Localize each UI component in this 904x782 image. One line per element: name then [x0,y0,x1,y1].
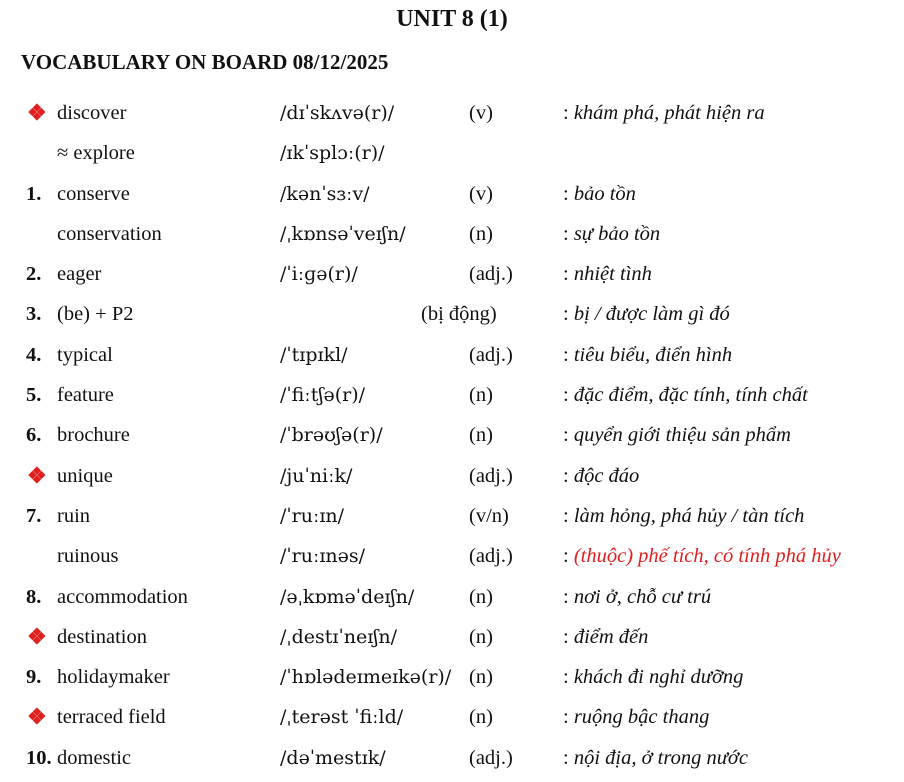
vocab-meaning-text: nhiệt tình [573,263,652,286]
vocab-row [0,617,904,657]
vocab-ipa: /kənˈsɜːv/ [280,182,370,205]
vocab-ipa: /ˈhɒlədeɪmeɪkə(r)/ [280,666,452,689]
vocab-meaning: : ruộng bậc thang [563,706,710,729]
vocab-meaning-text: khám phá, phát hiện ra [573,102,765,124]
vocab-word: accommodation [57,585,188,608]
vocab-meaning-text: nơi ở, chỗ cư trú [573,585,712,608]
vocab-word: ruinous [57,545,119,568]
vocab-meaning: : nội địa, ở trong nước [563,746,748,769]
vocab-part-of-speech: (n) [469,666,493,689]
star-bullet-icon: ❖ [27,704,47,730]
star-bullet-icon: ❖ [27,462,47,488]
item-number: 4. [26,343,42,366]
vocab-part-of-speech: (adj.) [469,343,513,366]
vocab-word: brochure [57,424,130,447]
vocab-meaning-text: ruộng bậc thang [573,706,710,729]
vocab-word: conserve [57,182,130,205]
vocab-row [0,254,904,294]
vocab-row [0,496,904,536]
vocab-meaning-text: độc đáo [573,464,640,487]
vocab-meaning-text: (thuộc) phế tích, có tính phá hủy [573,545,841,568]
vocab-meaning-text: khách đi nghỉ dưỡng [573,666,744,689]
star-bullet-icon: ❖ [27,100,47,125]
vocab-word: feature [57,384,114,407]
vocab-part-of-speech: (v/n) [469,504,509,527]
vocab-ipa: /ˌdestɪˈneɪʃn/ [280,625,398,648]
vocab-part-of-speech: (bị động) [421,303,497,326]
vocab-ipa: /ˌterəst ˈfiːld/ [280,706,404,729]
vocab-ipa: /dɪˈskʌvə(r)/ [280,102,395,124]
star-bullet-icon: ❖ [27,623,47,649]
vocab-row [0,415,904,455]
vocab-word: (be) + P2 [57,303,134,326]
vocab-row [0,133,904,173]
item-number: 5. [26,384,42,407]
vocab-meaning: : khám phá, phát hiện ra [563,102,765,124]
vocab-word: discover [57,102,127,124]
vocab-meaning-text: bị / được làm gì đó [573,303,730,326]
vocab-ipa: /ˈbrəʊʃə(r)/ [280,424,383,447]
vocabulary-heading: VOCABULARY ON BOARD 08/12/2025 [21,50,389,74]
vocab-ipa: /ˈtɪpɪkl/ [280,343,348,366]
vocab-word: destination [57,625,147,648]
vocab-part-of-speech: (adj.) [469,464,513,487]
item-number: 6. [26,424,42,447]
item-number: 3. [26,303,42,326]
vocab-row [0,577,904,617]
vocab-meaning-text: quyển giới thiệu sản phẩm [573,424,791,447]
vocab-row [0,657,904,697]
vocab-ipa: /juˈniːk/ [280,464,353,487]
vocab-word: typical [57,343,113,366]
vocabulary-list [0,93,904,778]
vocab-word: domestic [57,746,132,769]
vocab-part-of-speech: (adj.) [469,263,513,286]
vocab-part-of-speech: (n) [469,585,493,608]
vocab-meaning-text: điểm đến [573,625,649,648]
vocab-row [0,738,904,778]
vocab-meaning-text: tiêu biểu, điển hình [573,343,733,366]
vocab-row [0,375,904,415]
vocab-part-of-speech: (v) [469,102,493,124]
vocab-meaning: : nhiệt tình [563,263,652,286]
vocab-part-of-speech: (adj.) [469,746,513,769]
vocab-meaning-text: nội địa, ở trong nước [573,746,748,769]
vocab-meaning: : khách đi nghỉ dưỡng [563,666,744,689]
vocab-meaning: : độc đáo [563,464,640,487]
vocab-row [0,174,904,214]
vocab-word: ruin [57,504,91,527]
vocab-meaning: : điểm đến [563,625,649,648]
vocab-part-of-speech: (v) [469,182,493,205]
vocab-meaning: : bảo tồn [563,182,636,205]
vocab-part-of-speech: (n) [469,222,493,245]
item-number: 2. [26,263,42,286]
vocab-ipa: /ˈruːɪnəs/ [280,545,366,568]
vocab-ipa: /ˌkɒnsəˈveɪʃn/ [280,222,406,245]
vocab-word: eager [57,263,102,286]
vocab-meaning: : đặc điểm, đặc tính, tính chất [563,384,808,407]
vocab-meaning-text: bảo tồn [573,182,636,205]
vocab-ipa: /dəˈmestɪk/ [280,746,386,769]
vocab-meaning: : nơi ở, chỗ cư trú [563,585,712,608]
item-number: 8. [26,585,42,608]
vocab-ipa: /ˈruːɪn/ [280,504,345,527]
vocab-meaning-text: làm hỏng, phá hủy / tàn tích [573,504,805,527]
vocab-row [0,294,904,334]
vocab-row [0,536,904,576]
vocab-row [0,335,904,375]
item-number: 1. [26,182,42,205]
item-number: 9. [26,666,42,689]
vocab-meaning: : (thuộc) phế tích, có tính phá hủy [563,545,841,568]
vocab-ipa: /ˈfiːtʃə(r)/ [280,384,366,407]
vocab-word: holidaymaker [57,666,170,689]
vocab-part-of-speech: (n) [469,384,493,407]
vocab-meaning-text: đặc điểm, đặc tính, tính chất [573,384,808,407]
vocab-row [0,214,904,254]
vocab-meaning: : tiêu biểu, điển hình [563,343,733,366]
page-title: UNIT 8 (1) [396,6,508,32]
vocab-meaning: : làm hỏng, phá hủy / tàn tích [563,504,805,527]
vocab-word: terraced field [57,706,166,729]
vocab-meaning-text: sự bảo tồn [573,222,661,245]
item-number: 7. [26,504,42,527]
vocab-part-of-speech: (n) [469,424,493,447]
vocab-word: ≈ explore [57,142,135,165]
vocab-ipa: /ˈiːɡə(r)/ [280,263,358,286]
vocab-word: unique [57,464,113,487]
vocab-ipa: /ɪkˈsplɔː(r)/ [280,142,385,165]
vocab-meaning: : quyển giới thiệu sản phẩm [563,424,791,447]
vocab-word: conservation [57,222,162,245]
vocab-meaning: : bị / được làm gì đó [563,303,730,326]
vocab-meaning: : sự bảo tồn [563,222,661,245]
item-number: 10. [26,746,52,769]
vocab-row [0,456,904,496]
vocab-part-of-speech: (n) [469,625,493,648]
vocab-ipa: /əˌkɒməˈdeɪʃn/ [280,585,415,608]
vocab-row [0,697,904,737]
vocab-row [0,93,904,133]
vocab-part-of-speech: (adj.) [469,545,513,568]
vocab-part-of-speech: (n) [469,706,493,729]
